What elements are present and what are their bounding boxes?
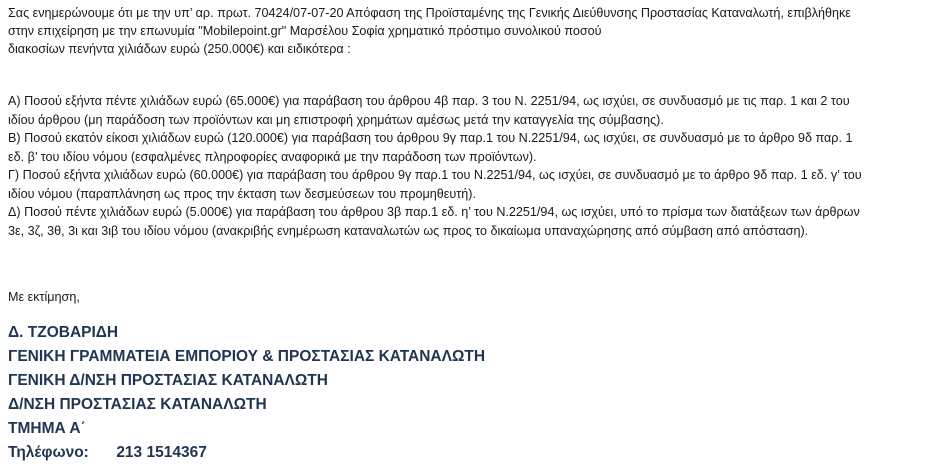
section-d-line: 3ε, 3ζ, 3θ, 3ι και 3ιβ του ιδίου νόμου (ανακριβής ενημέρωση καταναλωτών ως προς το δικαίωμα υπαναχώρησης από σύμβαση από απόσταση). xyxy=(8,223,809,238)
signature-org-line: Δ/ΝΣΗ ΠΡΟΣΤΑΣΙΑΣ ΚΑΤΑΝΑΛΩΤΗ xyxy=(8,396,267,413)
intro-line: Σας ενημερώνουμε ότι με την υπ’ αρ. πρωτ. 70424/07-07-20 Απόφαση της Προϊσταμένης της Γενικής Διεύθυνσης Προστασίας Καταναλωτή, επιβλήθηκε xyxy=(8,6,851,20)
section-a-line: Α) Ποσού εξήντα πέντε χιλιάδων ευρώ (65.000€) για παράβαση του άρθρου 4β παρ. 3 του Ν. 2251/94, ως ισχύει, σε συνδυασμό με τις παρ. 1 και 2 του xyxy=(8,94,850,108)
intro-paragraph xyxy=(8,4,851,58)
signature-name: Δ. ΤΖΟΒΑΡΙΔΗ xyxy=(8,324,119,341)
intro-line: διακοσίων πενήντα χιλιάδων ευρώ (250.000€) και ειδικότερα : xyxy=(8,42,351,56)
penalty-sections xyxy=(8,92,862,240)
signature-block xyxy=(8,321,485,465)
section-d-line: Δ) Ποσού πέντε χιλιάδων ευρώ (5.000€) για παράβαση του άρθρου 3β παρ.1 εδ. η’ του Ν.2251/94, ως ισχύει, υπό το πρίσμα των διατάξεων των άρθρων xyxy=(8,205,860,219)
section-b-line: Β) Ποσού εκατόν είκοσι χιλιάδων ευρώ (120.000€) για παράβαση του άρθρου 9γ παρ.1 του Ν.2251/94, ως ισχύει, σε συνδυασμό με το άρθρο 9δ παρ. 1 xyxy=(8,131,853,145)
phone-label: Τηλέφωνο: xyxy=(8,444,89,461)
signature-org-line: ΓΕΝΙΚΗ ΓΡΑΜΜΑΤΕΙΑ ΕΜΠΟΡΙΟΥ & ΠΡΟΣΤΑΣΙΑΣ ΚΑΤΑΝΑΛΩΤΗ xyxy=(8,348,486,365)
phone-number: 213 1514367 xyxy=(116,444,207,461)
section-a-line: ιδίου άρθρου (μη παράδοση των προϊόντων και μη επιστροφή χρημάτων αμέσως μετά την καταγγελία της σύμβασης). xyxy=(8,112,664,127)
section-b-line: εδ. β’ του ιδίου νόμου (εσφαλμένες πληροφορίες αναφορικά με την παράδοση των προϊόντων). xyxy=(8,149,537,164)
section-c-line: Γ) Ποσού εξήντα χιλιάδων ευρώ (60.000€) για παράβαση του άρθρου 9γ παρ.1 του Ν.2251/94, ως ισχύει, σε συνδυασμό με το άρθρο 9δ παρ. 1 εδ. γ’ του xyxy=(8,168,862,182)
signature-org-line: ΓΕΝΙΚΗ Δ/ΝΣΗ ΠΡΟΣΤΑΣΙΑΣ ΚΑΤΑΝΑΛΩΤΗ xyxy=(8,372,328,389)
closing-text: Με εκτίμηση, xyxy=(8,290,80,304)
section-c-line: ιδίου νόμου (παραπλάνηση ως προς την έκταση των δεσμεύσεων του προμηθευτή). xyxy=(8,186,476,201)
signature-department: ΤΜΗΜΑ Α΄ xyxy=(8,420,86,437)
intro-line: στην επιχείρηση με την επωνυμία "Mobilepoint.gr" Μαρσέλου Σοφία χρηματικό πρόστιμο συνολικού ποσού xyxy=(8,24,602,38)
signature-phone-row xyxy=(8,441,485,465)
